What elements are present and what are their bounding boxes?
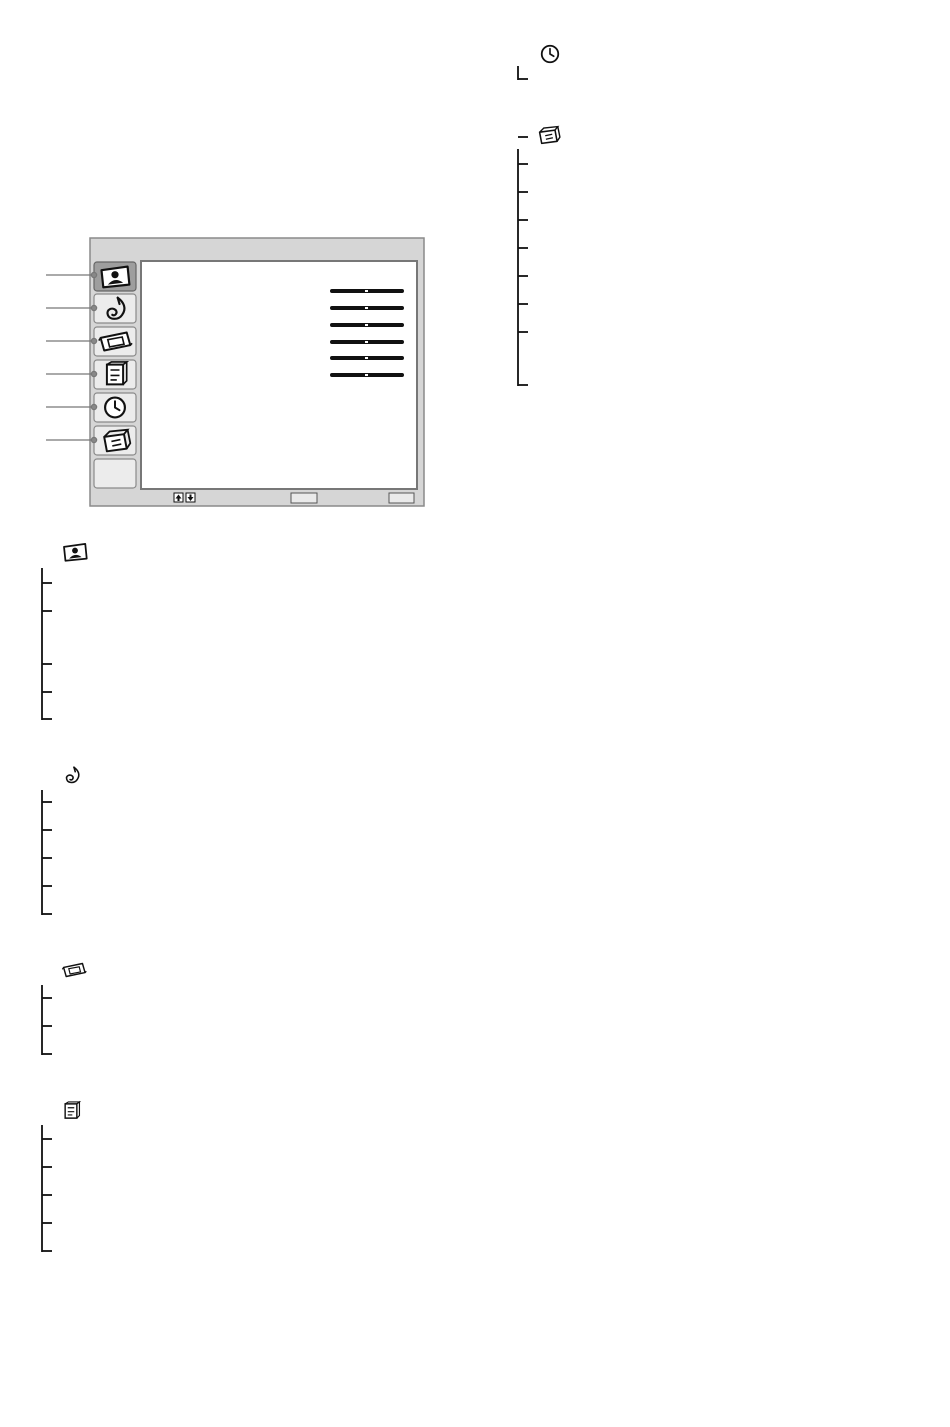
exit-button[interactable] <box>389 493 414 503</box>
menu-screen <box>46 238 424 506</box>
sidebar-tab-timer[interactable] <box>94 393 136 422</box>
callout-lines <box>46 272 97 442</box>
adjust-slider[interactable] <box>330 373 404 377</box>
ok-button[interactable] <box>291 493 317 503</box>
picture-tree <box>42 544 87 720</box>
sound-tree <box>42 767 79 915</box>
sidebar-tab-empty <box>94 459 136 488</box>
setup-icon <box>107 362 127 385</box>
adjust-slider[interactable] <box>330 306 404 310</box>
adjust-slider[interactable] <box>330 289 404 293</box>
screen-tree <box>42 964 86 1056</box>
adjust-slider[interactable] <box>330 340 404 344</box>
setup-tree <box>42 1102 79 1252</box>
menu-sidebar <box>94 262 136 488</box>
sound-icon <box>67 767 79 782</box>
screen-icon <box>62 964 86 977</box>
sidebar-tab-picture[interactable] <box>94 262 136 291</box>
setup-icon <box>65 1102 79 1118</box>
options-tree <box>518 127 560 386</box>
picture-icon <box>64 544 87 561</box>
down-arrow-icon <box>186 493 195 502</box>
timer-tree <box>518 46 558 80</box>
options-icon <box>540 127 560 144</box>
timer-icon <box>542 46 559 63</box>
sidebar-tab-sound[interactable] <box>94 294 136 323</box>
picture-icon <box>102 267 130 288</box>
timer-icon <box>105 398 125 418</box>
adjust-slider[interactable] <box>330 323 404 327</box>
sidebar-tab-screen[interactable] <box>94 327 136 356</box>
sidebar-tab-options[interactable] <box>94 426 136 455</box>
sidebar-tab-setup[interactable] <box>94 360 136 389</box>
up-arrow-icon <box>174 493 183 502</box>
adjust-slider[interactable] <box>330 356 404 360</box>
